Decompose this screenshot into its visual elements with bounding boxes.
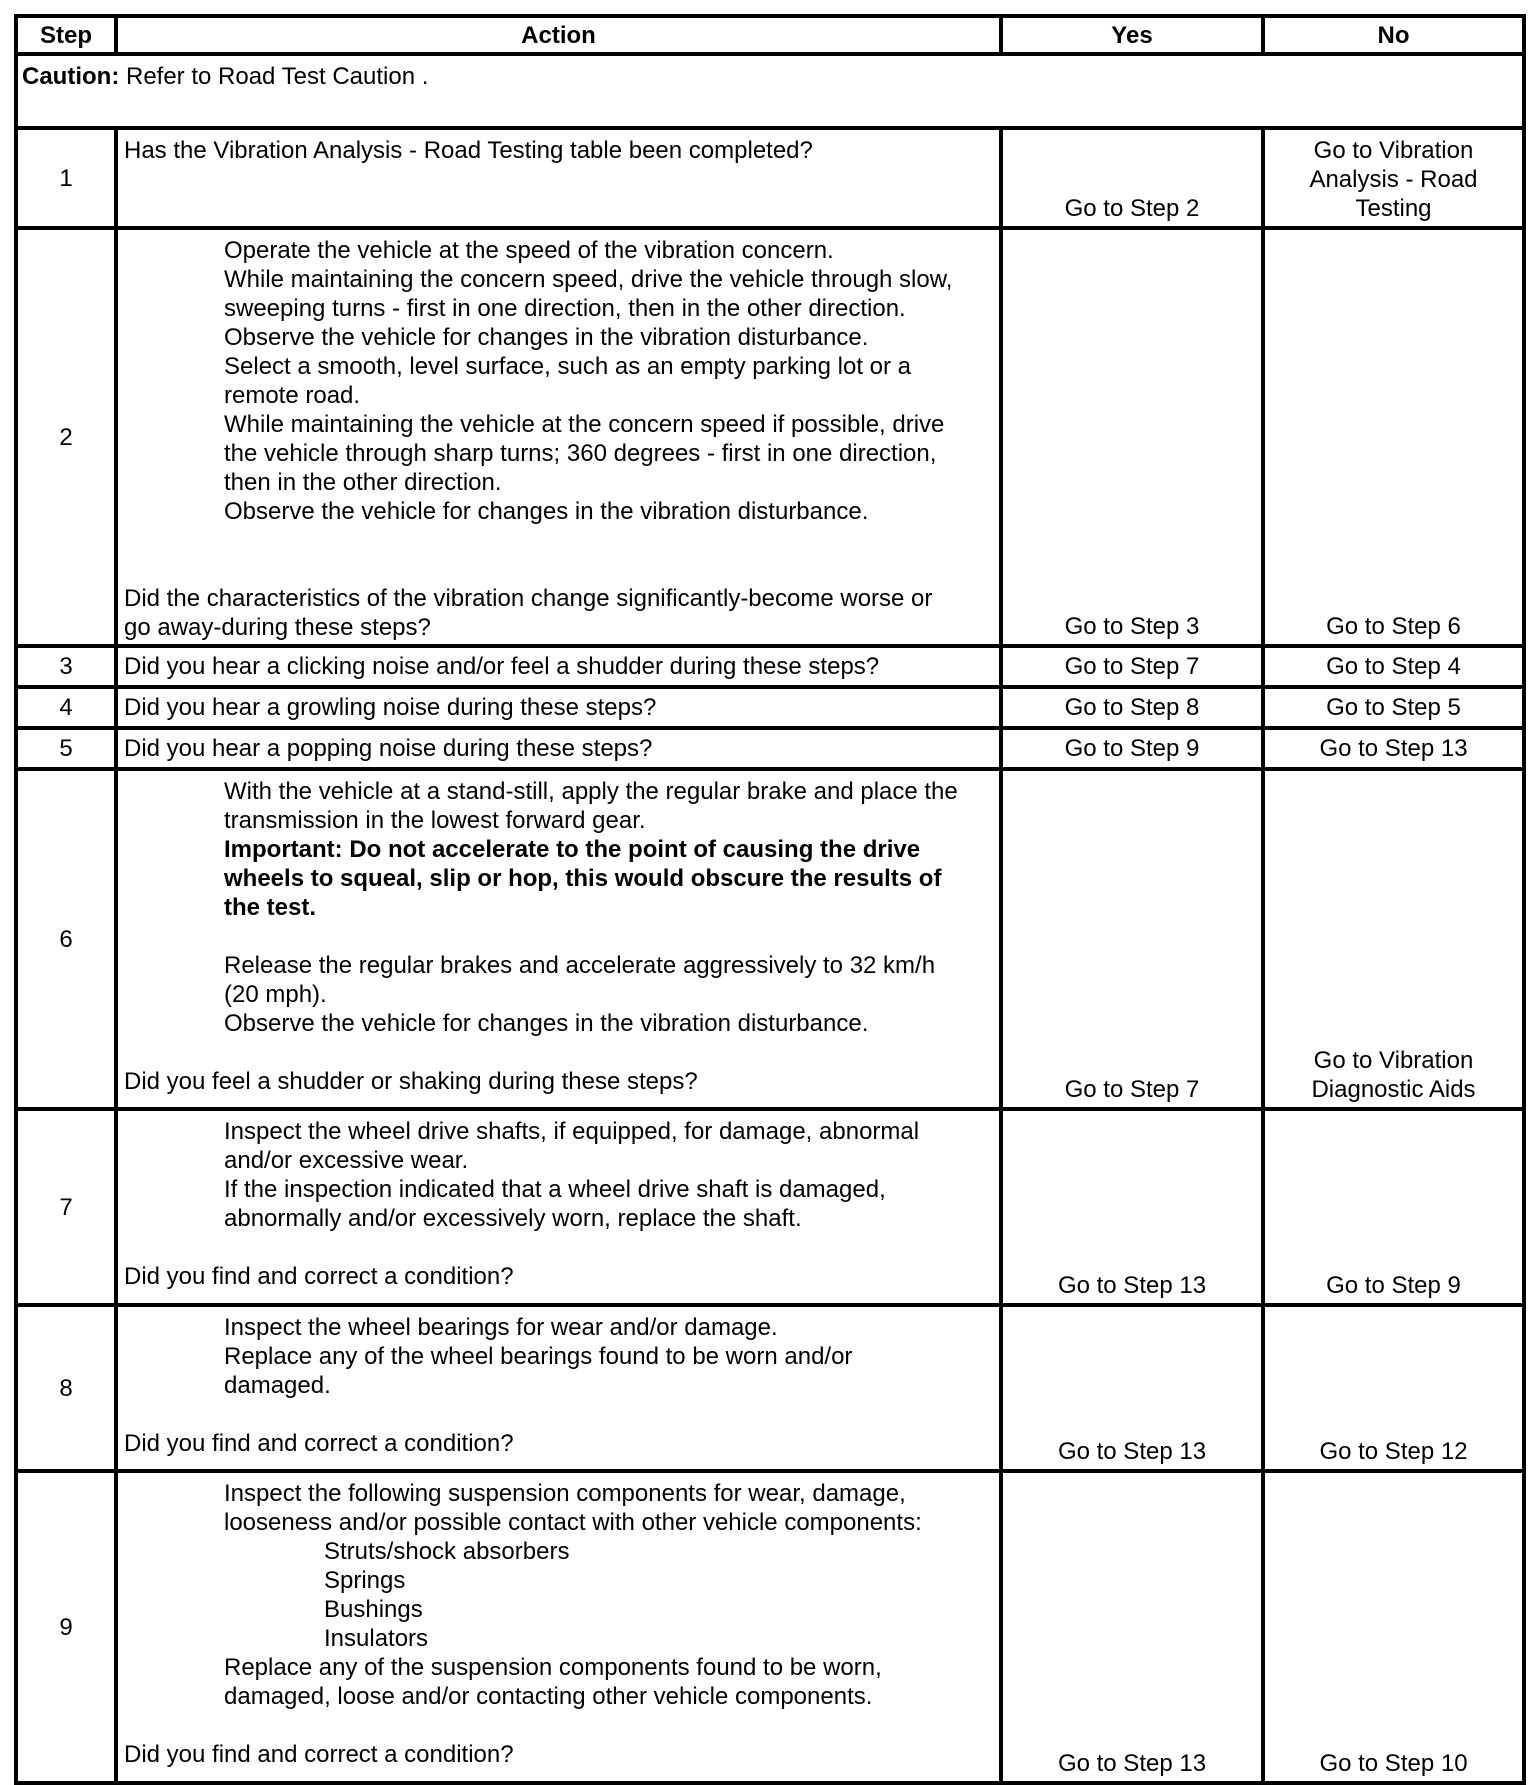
instruction-line: Observe the vehicle for changes in the vibration disturbance. (224, 324, 869, 351)
no-cell: Go to Step 13 (1263, 728, 1524, 769)
table-row (16, 687, 1524, 728)
instruction-line: Inspect the following suspension components for wear, damage, (224, 1480, 906, 1507)
question-text: Did you hear a popping noise during these steps? (116, 728, 1001, 769)
table-row (16, 1109, 1524, 1305)
header-action: Action (116, 16, 1001, 54)
caution-row (16, 54, 1524, 128)
no-cell: Go to Step 5 (1263, 687, 1524, 728)
yes-cell: Go to Step 8 (1001, 687, 1263, 728)
instruction-line: With the vehicle at a stand-still, apply the regular brake and place the (224, 778, 958, 805)
yes-cell: Go to Step 3 (1001, 228, 1263, 646)
instruction-line: the vehicle through sharp turns; 360 degrees - first in one direction, (224, 440, 937, 467)
instruction-line: Observe the vehicle for changes in the vibration disturbance. (224, 1010, 869, 1037)
instruction-line: looseness and/or possible contact with other vehicle components: (224, 1509, 922, 1536)
instruction-line: If the inspection indicated that a wheel drive shaft is damaged, (224, 1176, 886, 1203)
yes-cell: Go to Step 2 (1001, 128, 1263, 228)
instruction-list (124, 1653, 995, 1711)
list-item: Struts/shock absorbers (324, 1538, 570, 1565)
yes-cell: Go to Step 7 (1001, 769, 1263, 1109)
action-cell (116, 1471, 1001, 1783)
action-cell (116, 1305, 1001, 1471)
instruction-line: abnormally and/or excessively worn, replace the shaft. (224, 1205, 802, 1232)
instruction-line: then in the other direction. (224, 469, 502, 496)
caution-cell (16, 54, 1524, 128)
instruction-list (124, 777, 995, 1038)
diagnostic-table-container (14, 14, 1522, 1785)
no-line: Analysis - Road (1309, 166, 1478, 193)
step-number: 2 (16, 228, 116, 646)
no-line: Diagnostic Aids (1311, 1076, 1476, 1103)
question-text: Did the characteristics of the vibration change significantly-become worse or (124, 585, 933, 612)
instruction-line: Replace any of the suspension components found to be worn, (224, 1654, 882, 1681)
instruction-line: sweeping turns - first in one direction, then in the other direction. (224, 295, 906, 322)
table-row (16, 1471, 1524, 1783)
action-cell (116, 228, 1001, 646)
important-note: the test. (224, 894, 317, 921)
instruction-list (124, 1117, 995, 1233)
no-line: Go to Vibration (1313, 1047, 1474, 1074)
caution-text: Refer to Road Test Caution . (119, 63, 429, 90)
yes-cell: Go to Step 7 (1001, 646, 1263, 687)
instruction-line: Release the regular brakes and accelerate aggressively to 32 km/h (224, 952, 936, 979)
component-list (124, 1537, 995, 1653)
yes-cell: Go to Step 13 (1001, 1471, 1263, 1783)
step-number: 6 (16, 769, 116, 1109)
important-note: Important: Do not accelerate to the point of causing the drive (224, 836, 921, 863)
step-number: 9 (16, 1471, 116, 1783)
no-cell: Go to Step 9 (1263, 1109, 1524, 1305)
question-text: Did you find and correct a condition? (124, 1741, 514, 1768)
caution-label: Caution: (22, 63, 120, 90)
instruction-line: remote road. (224, 382, 361, 409)
header-yes: Yes (1001, 16, 1263, 54)
list-item: Bushings (324, 1596, 423, 1623)
header-step: Step (16, 16, 116, 54)
question-text: Has the Vibration Analysis - Road Testing table been completed? (124, 137, 813, 164)
step-number: 1 (16, 128, 116, 228)
table-row (16, 728, 1524, 769)
table-row (16, 769, 1524, 1109)
important-note: wheels to squeal, slip or hop, this would obscure the results of (224, 865, 942, 892)
no-line: Go to Vibration (1313, 137, 1474, 164)
action-cell (116, 1109, 1001, 1305)
header-no: No (1263, 16, 1524, 54)
no-cell: Go to Step 6 (1263, 228, 1524, 646)
table-row (16, 228, 1524, 646)
instruction-line: Replace any of the wheel bearings found to be worn and/or (224, 1343, 853, 1370)
yes-cell: Go to Step 13 (1001, 1109, 1263, 1305)
table-row (16, 128, 1524, 228)
instruction-line: damaged. (224, 1372, 331, 1399)
yes-cell: Go to Step 13 (1001, 1305, 1263, 1471)
instruction-line: Inspect the wheel bearings for wear and/or damage. (224, 1314, 778, 1341)
step-number: 7 (16, 1109, 116, 1305)
list-item: Insulators (324, 1625, 429, 1652)
step-number: 8 (16, 1305, 116, 1471)
question-text: Did you hear a growling noise during these steps? (116, 687, 1001, 728)
step-number: 3 (16, 646, 116, 687)
step-number: 4 (16, 687, 116, 728)
instruction-list (124, 1479, 995, 1537)
action-cell (116, 128, 1001, 228)
no-cell: Go to Step 10 (1263, 1471, 1524, 1783)
table-row (16, 1305, 1524, 1471)
action-cell (116, 769, 1001, 1109)
diagnostic-table (14, 14, 1526, 1785)
table-row (16, 646, 1524, 687)
question-text: Did you feel a shudder or shaking during these steps? (124, 1068, 698, 1095)
no-cell: Go to Step 4 (1263, 646, 1524, 687)
no-cell: Go to Step 12 (1263, 1305, 1524, 1471)
header-row (16, 16, 1524, 54)
list-item: Springs (324, 1567, 406, 1594)
step-number: 5 (16, 728, 116, 769)
instruction-list (124, 236, 995, 526)
question-text: Did you hear a clicking noise and/or feel a shudder during these steps? (116, 646, 1001, 687)
instruction-line: transmission in the lowest forward gear. (224, 807, 646, 834)
instruction-line: (20 mph). (224, 981, 327, 1008)
yes-cell: Go to Step 9 (1001, 728, 1263, 769)
instruction-list (124, 1313, 995, 1400)
no-cell (1263, 128, 1524, 228)
instruction-line: Select a smooth, level surface, such as an empty parking lot or a (224, 353, 912, 380)
instruction-line: Observe the vehicle for changes in the vibration disturbance. (224, 498, 869, 525)
instruction-line: and/or excessive wear. (224, 1147, 469, 1174)
no-cell (1263, 769, 1524, 1109)
instruction-line: While maintaining the concern speed, drive the vehicle through slow, (224, 266, 953, 293)
instruction-line: Inspect the wheel drive shafts, if equipped, for damage, abnormal (224, 1118, 920, 1145)
instruction-line: While maintaining the vehicle at the concern speed if possible, drive (224, 411, 945, 438)
instruction-line: damaged, loose and/or contacting other vehicle components. (224, 1683, 873, 1710)
question-text: go away-during these steps? (124, 614, 431, 641)
instruction-line: Operate the vehicle at the speed of the vibration concern. (224, 237, 834, 264)
question-text: Did you find and correct a condition? (124, 1263, 514, 1290)
no-line: Testing (1355, 195, 1432, 222)
question-text: Did you find and correct a condition? (124, 1430, 514, 1457)
